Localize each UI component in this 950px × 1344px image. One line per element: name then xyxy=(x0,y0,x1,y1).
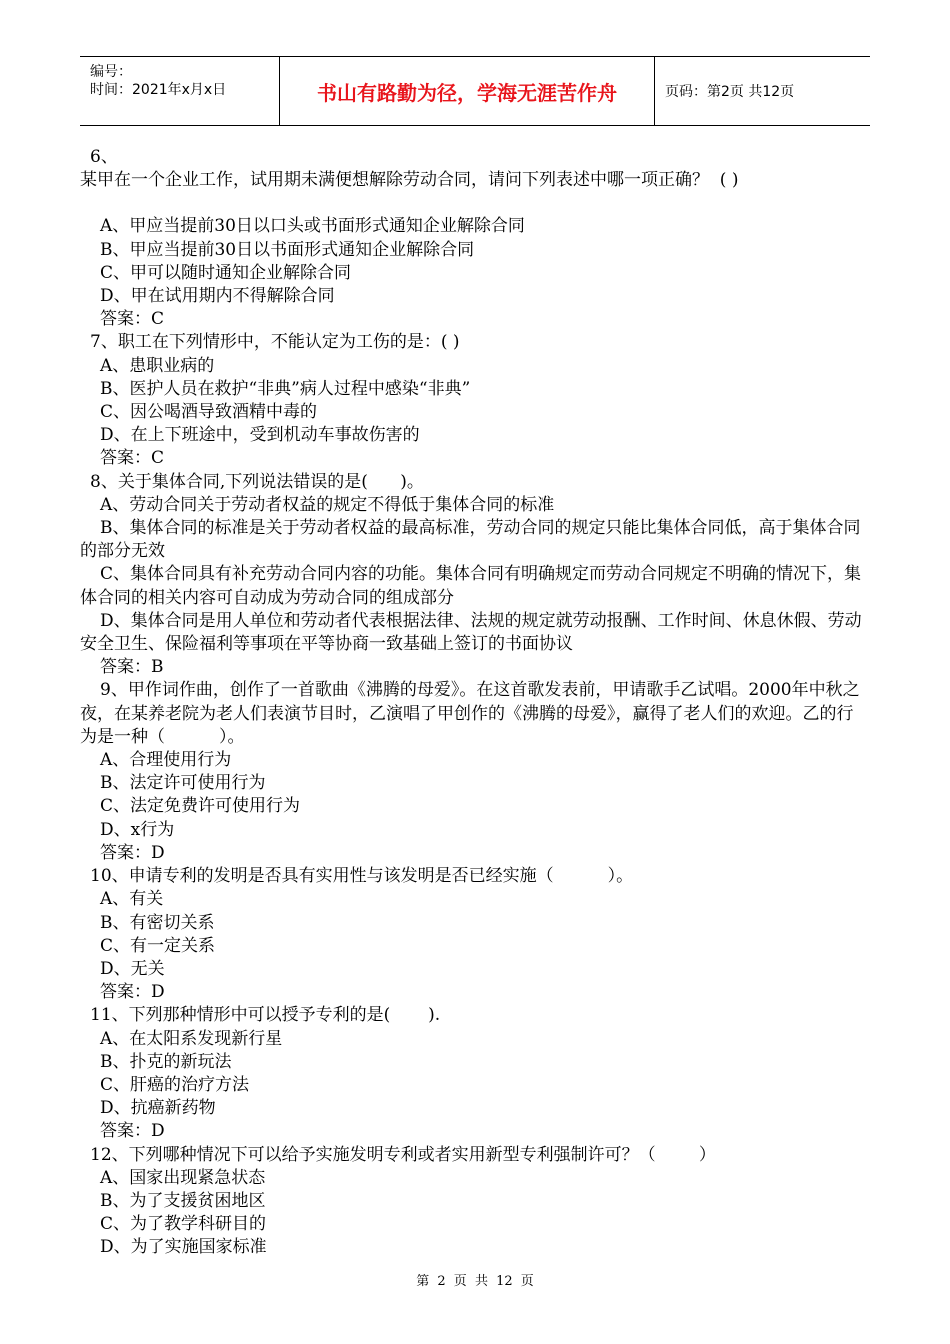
document-body xyxy=(80,146,870,1260)
footer-page-number: 2 xyxy=(437,1274,446,1289)
spacer xyxy=(80,192,870,215)
header-page-info: 页码：第2页 共12页 xyxy=(665,84,795,100)
question-12-option-b: B、为了支援贫困地区 xyxy=(100,1190,266,1211)
page-header xyxy=(80,56,870,126)
question-8-answer: 答案：B xyxy=(100,657,164,678)
question-7-answer: 答案：C xyxy=(100,448,165,469)
footer-label-gong: 共 xyxy=(474,1274,488,1289)
question-9-option-a: A、合理使用行为 xyxy=(100,750,232,771)
question-12-text: 12、下列哪种情况下可以给予实施发明专利或者实用新型专利强制许可？（ ） xyxy=(90,1144,716,1165)
question-6-option-b: B、甲应当提前30日以书面形式通知企业解除合同 xyxy=(100,239,475,260)
question-12-option-c: C、为了教学科研目的 xyxy=(100,1214,267,1235)
question-11-answer: 答案：D xyxy=(100,1121,165,1142)
question-10-option-d: D、无关 xyxy=(100,958,165,979)
question-6-answer: 答案：C xyxy=(100,309,165,330)
question-7-option-c: C、因公喝酒导致酒精中毒的 xyxy=(100,402,318,423)
question-7-option-d: D、在上下班途中，受到机动车事故伤害的 xyxy=(100,425,420,446)
question-11-option-a: A、在太阳系发现新行星 xyxy=(100,1028,283,1049)
question-6-number: 6、 xyxy=(90,147,118,167)
question-6-option-a: A、甲应当提前30日以口头或书面形式通知企业解除合同 xyxy=(100,216,525,237)
footer-label-ye2: 页 xyxy=(520,1274,534,1289)
question-9-answer: 答案：D xyxy=(100,842,165,863)
header-motto: 书山有路勤为径，学海无涯苦作舟 xyxy=(280,57,655,125)
header-meta xyxy=(80,57,280,125)
question-9-option-b: B、法定许可使用行为 xyxy=(100,773,266,794)
question-10-option-b: B、有密切关系 xyxy=(100,912,215,933)
question-9-option-d: D、x行为 xyxy=(100,819,175,840)
question-11-text: 11、下列那种情形中可以授予专利的是( ). xyxy=(90,1005,441,1026)
page-footer xyxy=(0,1270,950,1289)
question-8-text: 8、关于集体合同,下列说法错误的是( )。 xyxy=(90,471,424,492)
question-7-option-b: B、医护人员在救护“非典”病人过程中感染“非典” xyxy=(100,378,471,399)
question-6-option-d: D、甲在试用期内不得解除合同 xyxy=(100,286,335,307)
question-11-option-d: D、抗癌新药物 xyxy=(100,1098,216,1119)
date-label: 时间：2021年x月x日 xyxy=(90,82,227,98)
question-9-text: 9、甲作词作曲，创作了一首歌曲《沸腾的母爱》。在这首歌发表前，甲请歌手乙试唱。2000年中秋之夜，在某养老院为老人们表演节目时，乙演唱了甲创作的《沸腾的母爱》，赢得了老人们的欢迎。乙的行为是一种（ ）。 xyxy=(80,680,860,747)
question-12-option-d: D、为了实施国家标准 xyxy=(100,1237,267,1258)
question-10-option-a: A、有关 xyxy=(100,889,164,910)
question-10-option-c: C、有一定关系 xyxy=(100,935,216,956)
footer-label-ye: 页 xyxy=(453,1274,467,1289)
question-10-answer: 答案：D xyxy=(100,982,165,1003)
footer-label-di: 第 xyxy=(416,1274,430,1289)
question-6-option-c: C、甲可以随时通知企业解除合同 xyxy=(100,262,352,283)
question-10-text: 10、申请专利的发明是否具有实用性与该发明是否已经实施（ ）。 xyxy=(90,866,634,887)
question-8-option-a: A、劳动合同关于劳动者权益的规定不得低于集体合同的标准 xyxy=(100,494,555,515)
question-6-text: 某甲在一个企业工作，试用期未满便想解除劳动合同，请问下列表述中哪一项正确？ ( ) xyxy=(80,170,739,191)
number-label: 编号： xyxy=(90,64,132,80)
question-11-option-c: C、肝癌的治疗方法 xyxy=(100,1074,250,1095)
question-8-option-c: C、集体合同具有补充劳动合同内容的功能。集体合同有明确规定而劳动合同规定不明确的情况下，集体合同的相关内容可自动成为劳动合同的组成部分 xyxy=(80,564,862,608)
footer-total-pages: 12 xyxy=(496,1274,513,1289)
question-11-option-b: B、扑克的新玩法 xyxy=(100,1051,232,1072)
question-9-option-c: C、法定免费许可使用行为 xyxy=(100,796,301,817)
question-8-option-b: B、集体合同的标准是关于劳动者权益的最高标准，劳动合同的规定只能比集体合同低，高于集体合同的部分无效 xyxy=(80,518,861,562)
question-12-option-a: A、国家出现紧急状态 xyxy=(100,1167,266,1188)
question-7-option-a: A、患职业病的 xyxy=(100,355,215,376)
question-8-option-d: D、集体合同是用人单位和劳动者代表根据法律、法规的规定就劳动报酬、工作时间、休息休假、劳动安全卫生、保险福利等事项在平等协商一致基础上签订的书面协议 xyxy=(80,610,862,655)
question-7-text: 7、职工在下列情形中，不能认定为工伤的是：( ) xyxy=(90,332,460,353)
